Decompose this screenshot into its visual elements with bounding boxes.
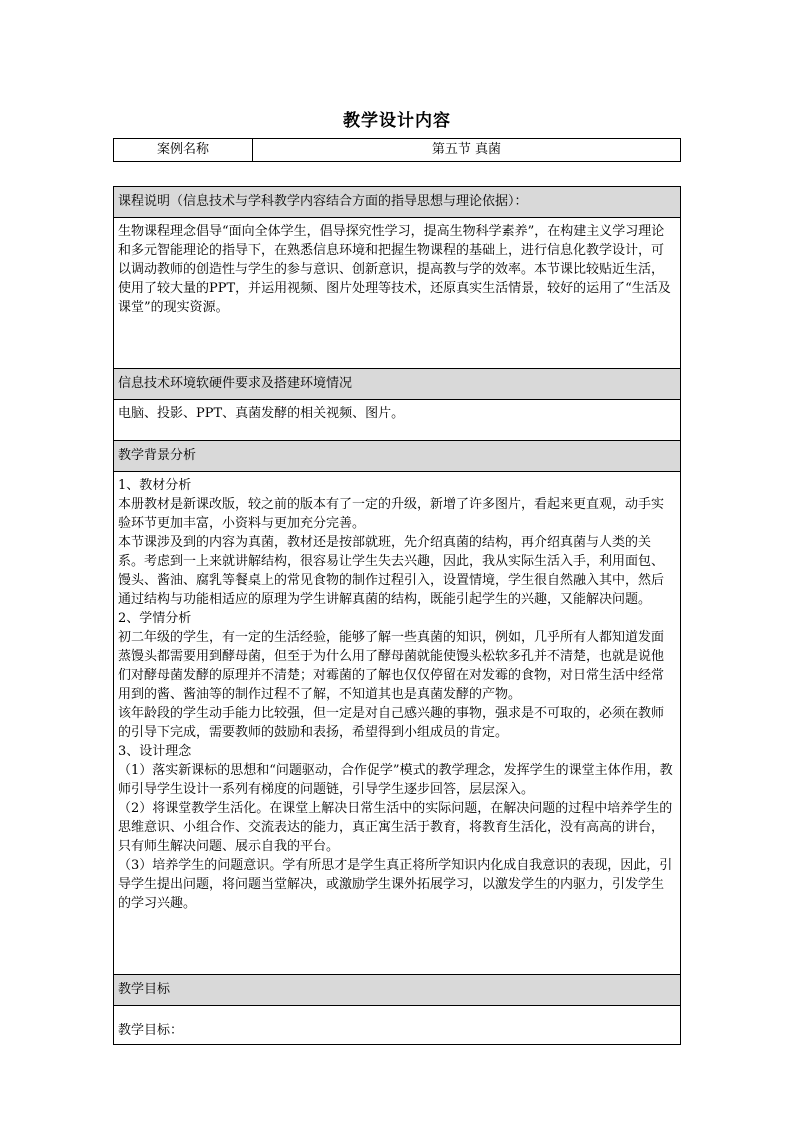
case-name-value: 第五节 真菌 [253,139,681,162]
background-text [114,472,681,975]
heading-textbook-analysis: 1、教材分析 [118,478,192,493]
lesson-design-table [113,186,681,1045]
goals-header-row [114,975,681,1006]
goals-body-row [114,1006,681,1045]
case-name-label: 案例名称 [114,139,253,162]
background-header: 教学背景分析 [114,441,681,472]
course-description-header-row [114,187,681,218]
environment-header: 信息技术环境软硬件要求及搭建环境情况 [114,369,681,400]
goals-header: 教学目标 [114,975,681,1006]
case-name-row [114,139,681,162]
case-name-table [113,138,681,162]
course-description-body-row [114,218,681,369]
environment-body-row [114,400,681,441]
background-body-row [114,472,681,975]
paragraph: 该年龄段的学生动手能力比较强，但一定是对自己感兴趣的事物，强求是不可取的，必须在教师的引导下完成，需要教师的鼓励和表扬，希望得到小组成员的肯定。 [118,706,665,740]
paragraph: （2）将课堂教学生活化。在课堂上解决日常生活中的实际问题，在解决问题的过程中培养学生的思维意识、小组合作、交流表达的能力，真正寓生活于教育，将教育生活化，没有高高的讲台，只有师生解决问题、展示自我的平台。 [118,801,673,854]
paragraph: （1）落实新课标的思想和“问题驱动，合作促学”模式的教学理念，发挥学生的课堂主体作用，教师引导学生设计一系列有梯度的问题链，引导学生逐步回答，层层深入。 [118,763,673,797]
course-description-text: 生物课程理念倡导“面向全体学生，倡导探究性学习，提高生物科学素养”，在构建主义学习理论和多元智能理论的指导下，在熟悉信息环境和把握生物课程的基础上，进行信息化教学设计，可以调动教师的创造性与学生的参与意识、创新意识，提高教与学的效率。本节课比较贴近生活，使用了较大量的PPT，并运用视频、图片处理等技术，还原真实生活情景，较好的运用了“生活及课堂”的现实资源。 [114,218,681,369]
document-title: 教学设计内容 [343,111,451,131]
heading-student-analysis: 2、学情分析 [118,611,192,626]
paragraph: 本册教材是新课改版，较之前的版本有了一定的升级，新增了许多图片，看起来更直观，动手实验环节更加丰富，小资料与更加充分完善。 [118,497,665,531]
paragraph: 本节课涉及到的内容为真菌，教材还是按部就班，先介绍真菌的结构，再介绍真菌与人类的关系。考虑到一上来就讲解结构，很容易让学生失去兴趣，因此，我从实际生活入手，利用面包、馒头、酱油、腐乳等餐桌上的常见食物的制作过程引入，设置情境，学生很自然融入其中，然后通过结构与功能相适应的原理为学生讲解真菌的结构，既能引起学生的兴趣，又能解决问题。 [118,535,665,607]
course-description-header: 课程说明（信息技术与学科教学内容结合方面的指导思想与理论依据）： [114,187,681,218]
paragraph: （3）培养学生的问题意识。学有所思才是学生真正将所学知识内化成自我意识的表现，因此，引导学生提出问题，将问题当堂解决，或激励学生课外拓展学习，以激发学生的内驱力，引发学生的学习兴趣。 [118,858,673,911]
background-header-row [114,441,681,472]
heading-design-concept: 3、设计理念 [118,744,192,759]
environment-header-row [114,369,681,400]
paragraph: 初二年级的学生，有一定的生活经验，能够了解一些真菌的知识，例如，几乎所有人都知道发面蒸馒头都需要用到酵母菌，但至于为什么用了酵母菌就能使馒头松软多孔并不清楚，也就是说他们对酵母菌发酵的原理并不清楚；对霉菌的了解也仅仅停留在对发霉的食物，对日常生活中经常用到的酱、酱油等的制作过程不了解，不知道其也是真菌发酵的产物。 [118,630,665,702]
goals-text: 教学目标： [114,1006,681,1045]
environment-text: 电脑、投影、PPT、真菌发酵的相关视频、图片。 [114,400,681,441]
